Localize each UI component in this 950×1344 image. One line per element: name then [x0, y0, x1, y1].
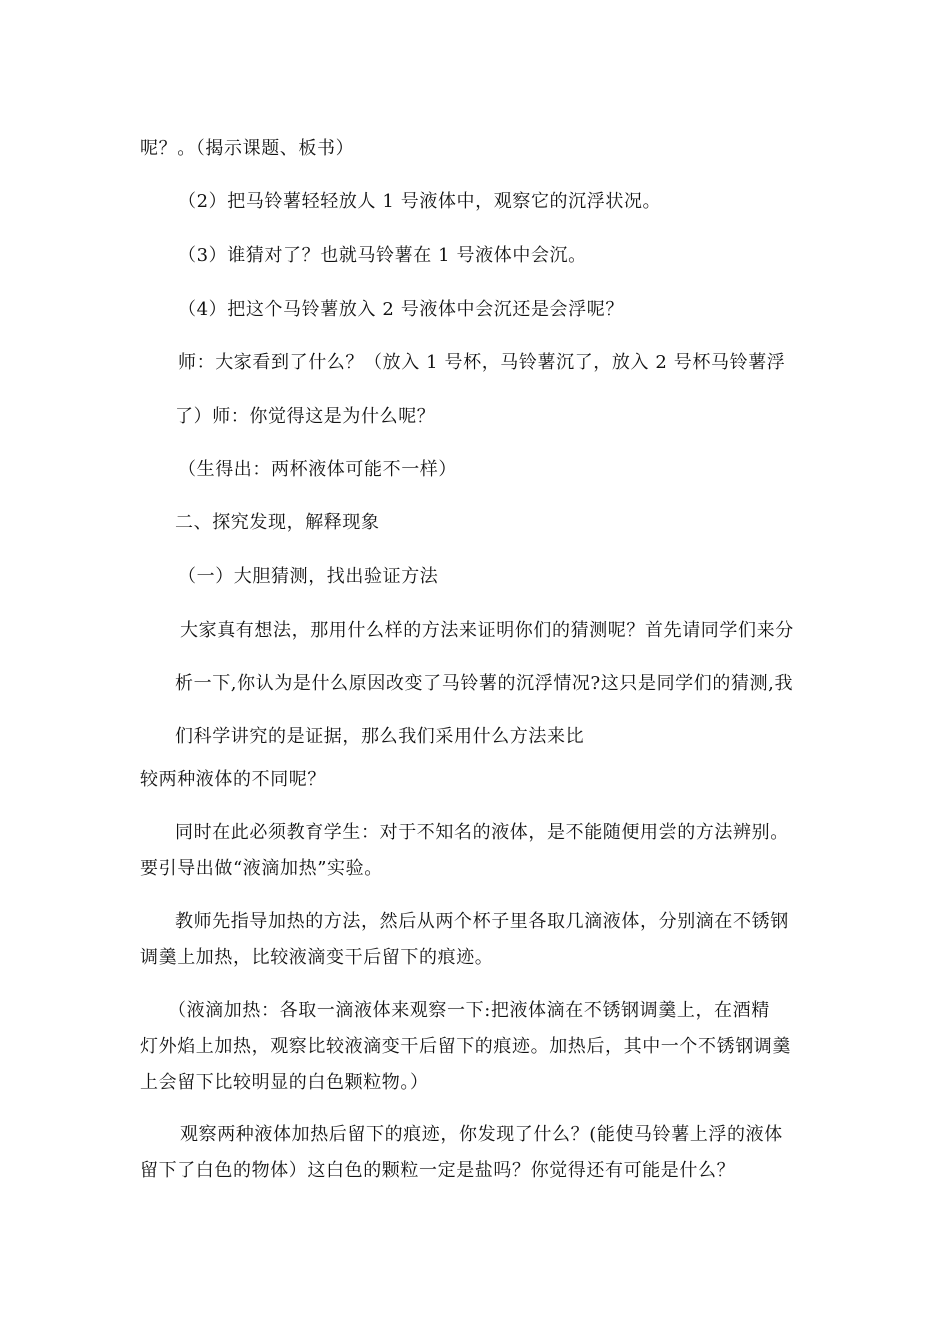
text-line-3: （3）谁猜对了？也就马铃薯在 1 号液体中会沉。	[178, 245, 587, 266]
text-line-4: （4）把这个马铃薯放入 2 号液体中会沉还是会浮呢？	[178, 299, 624, 320]
text-line-21: 观察两种液体加热后留下的痕迹，你发现了什么？(能使马铃薯上浮的液体	[180, 1124, 783, 1145]
text-line-2: （2）把马铃薯轻轻放人 1 号液体中，观察它的沉浮状况。	[178, 191, 662, 212]
text-line-7: （生得出：两杯液体可能不一样）	[178, 459, 457, 480]
text-line-18: （液滴加热：各取一滴液体来观察一下:把液体滴在不锈钢调羹上，在酒精	[168, 1000, 770, 1021]
text-line-12: 们科学讲究的是证据，那么我们采用什么方法来比	[175, 726, 585, 747]
section-heading: 二、探究发现，解释现象	[175, 512, 380, 533]
text-line-16: 教师先指导加热的方法，然后从两个杯子里各取几滴液体，分别滴在不锈钢	[175, 911, 789, 932]
text-line-15: 要引导出做“液滴加热”实验。	[140, 858, 383, 879]
text-line-14: 同时在此必须教育学生：对于不知名的液体，是不能随便用尝的方法辨别。	[175, 822, 789, 843]
text-line-19: 灯外焰上加热，观察比较液滴变干后留下的痕迹。加热后，其中一个不锈钢调羹	[140, 1036, 791, 1057]
text-line-20: 上会留下比较明显的白色颗粒物。）	[140, 1072, 429, 1093]
text-line-11: 析一下,你认为是什么原因改变了马铃薯的沉浮情况?这只是同学们的猜测,我	[175, 673, 794, 694]
text-line-10: 大家真有想法，那用什么样的方法来证明你们的猜测呢？首先请同学们来分	[180, 620, 794, 641]
text-line-6: 了）师：你觉得这是为什么呢？	[175, 406, 436, 427]
subsection-heading: （一）大胆猜测，找出验证方法	[178, 566, 439, 587]
text-line-1: 呢？。（揭示课题、板书）	[140, 138, 355, 159]
text-line-5: 师：大家看到了什么？（放入 1 号杯，马铃薯沉了，放入 2 号杯马铃薯浮	[178, 352, 786, 373]
text-line-17: 调羹上加热，比较液滴变干后留下的痕迹。	[140, 947, 494, 968]
text-line-22: 留下了白色的物体）这白色的颗粒一定是盐吗？你觉得还有可能是什么？	[140, 1160, 736, 1181]
text-line-13: 较两种液体的不同呢？	[140, 769, 326, 790]
